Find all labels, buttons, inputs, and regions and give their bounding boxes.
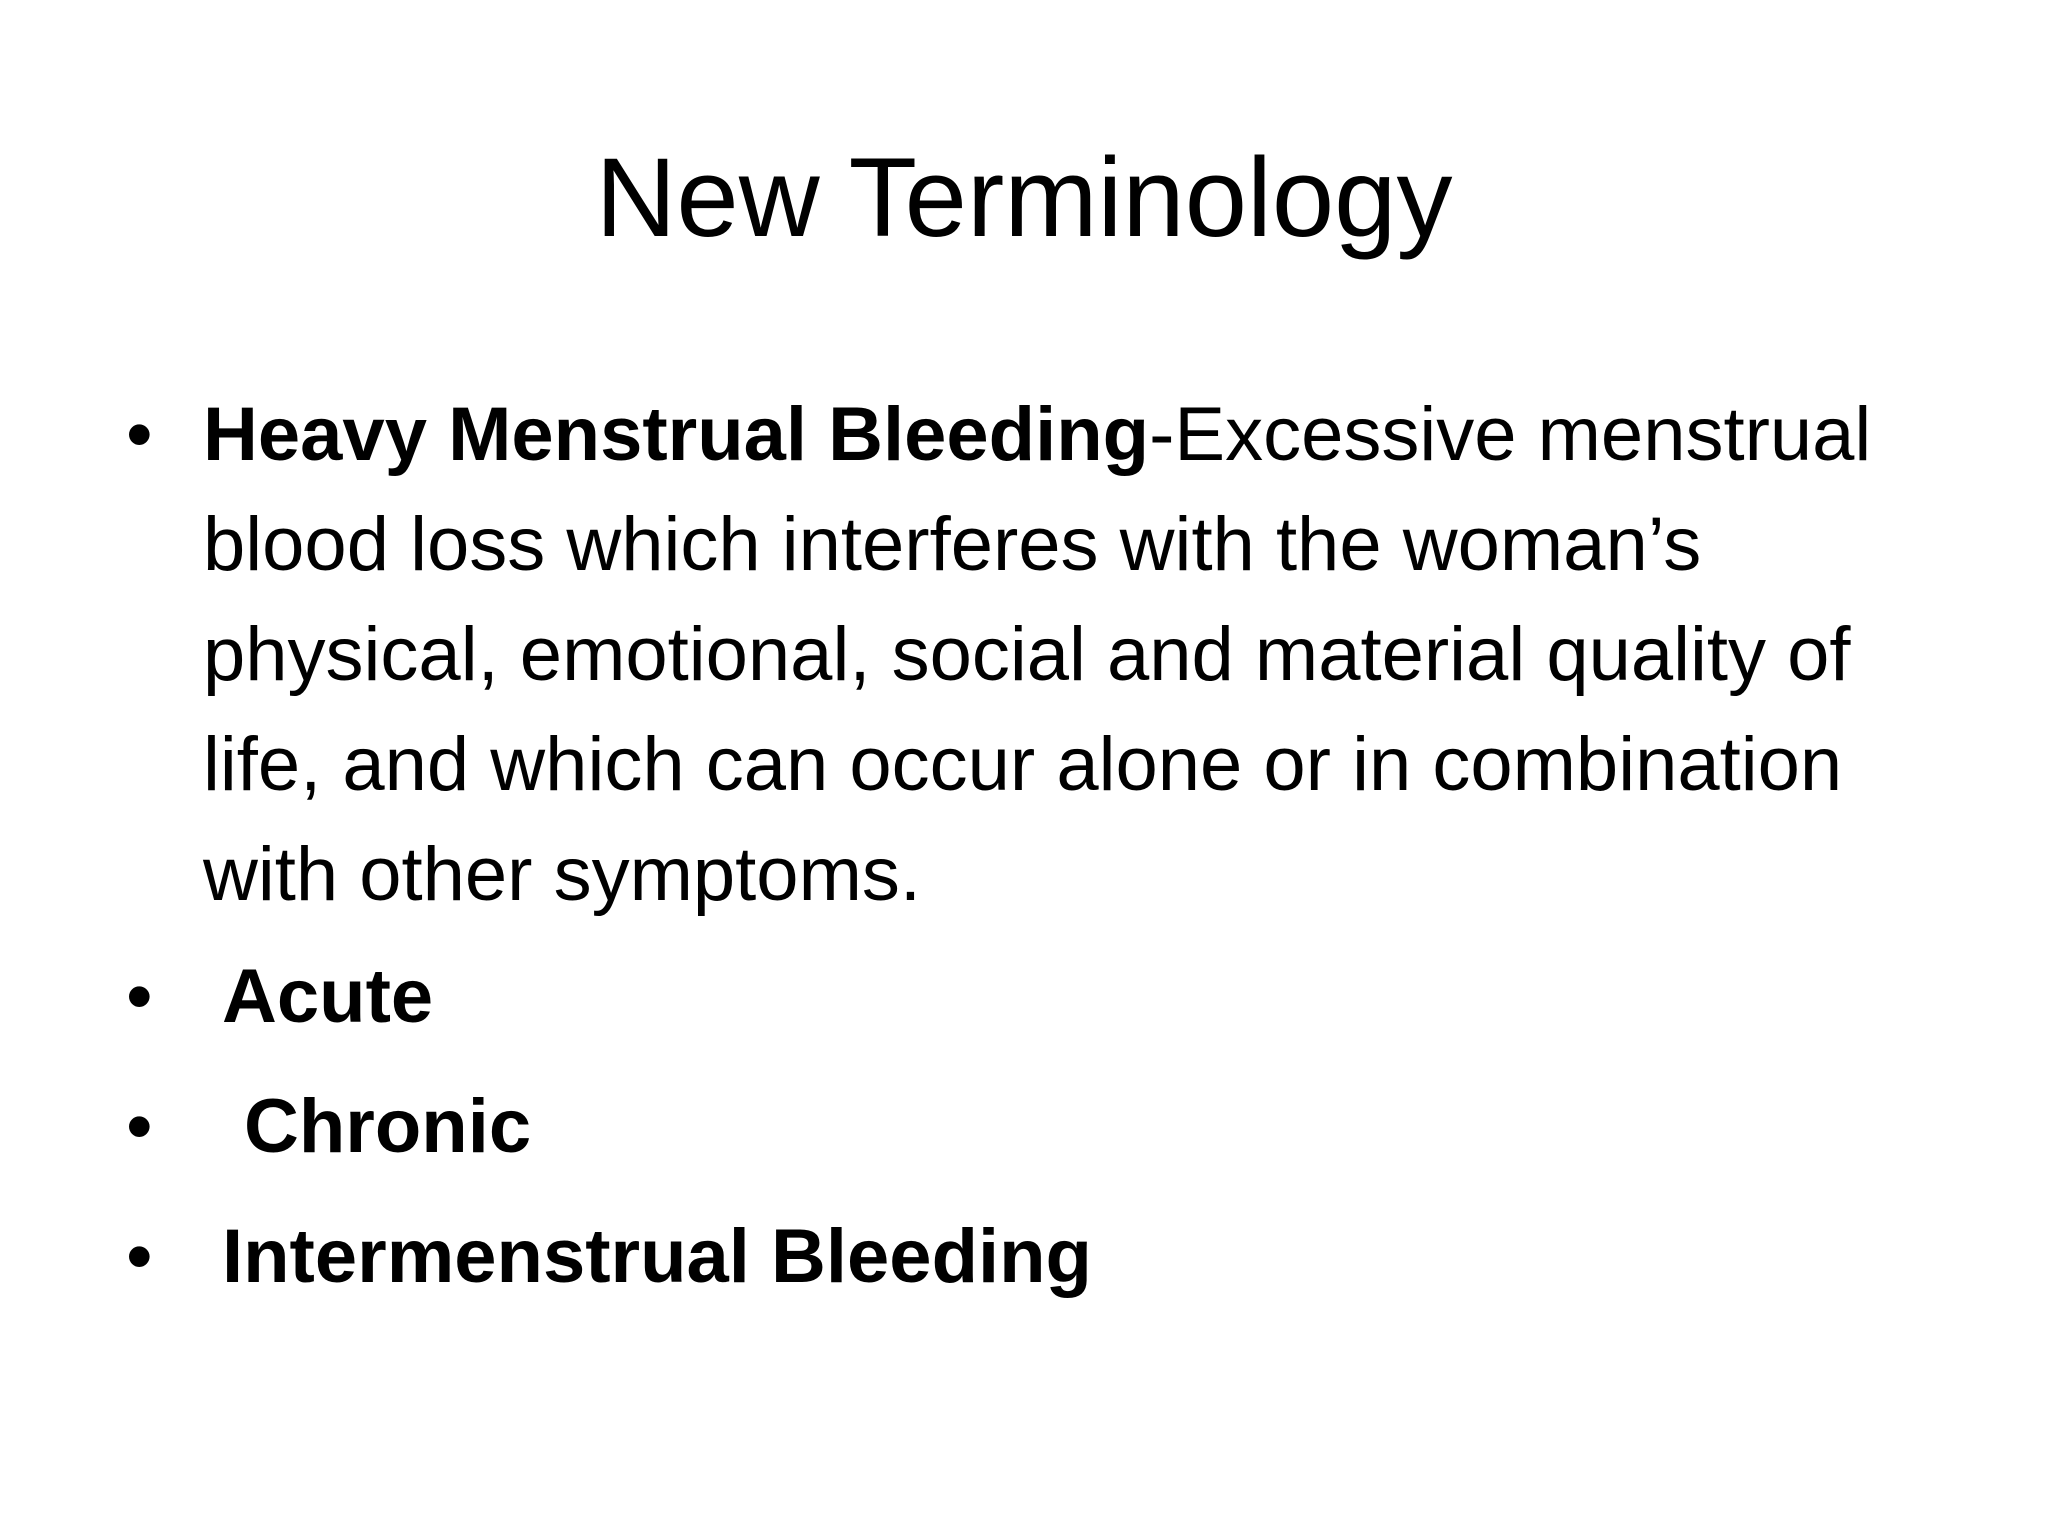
slide-title: New Terminology [595, 135, 1453, 260]
bullet-dot-icon: • [126, 1214, 153, 1299]
bullet-item-heavy-menstrual-bleeding [0, 380, 2048, 930]
bullet-list [0, 380, 2048, 1312]
bullet-item-chronic [0, 1072, 2048, 1182]
term-label: Chronic [244, 1084, 532, 1169]
bullet-text [203, 380, 1963, 930]
term-definition: -Excessive menstrual blood loss which interferes with the woman’s physical, emotional, social and material quality of life, and which can occur alone or in combination with other symptoms. [203, 392, 1872, 917]
term-label: Acute [222, 954, 434, 1039]
bullet-dot-icon: • [126, 1084, 153, 1169]
term-label: Heavy Menstrual Bleeding [203, 392, 1150, 477]
bullet-item-intermenstrual-bleeding [0, 1202, 2048, 1312]
term-label: Intermenstrual Bleeding [222, 1214, 1092, 1299]
bullet-item-acute [0, 942, 2048, 1052]
bullet-dot-icon: • [126, 954, 153, 1039]
bullet-dot-icon: • [126, 392, 153, 477]
